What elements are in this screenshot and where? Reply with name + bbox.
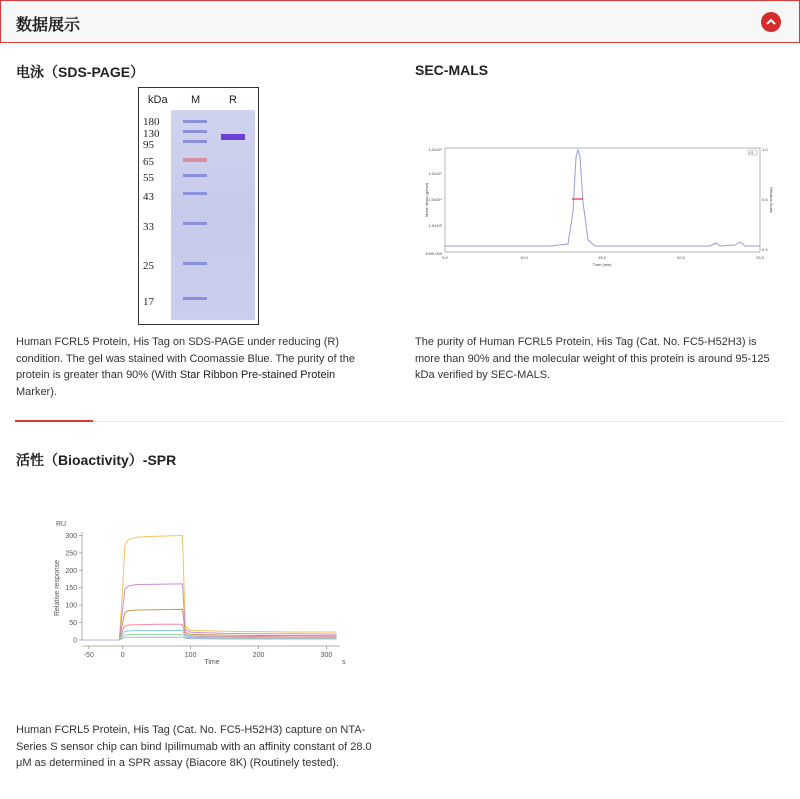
y-tick-label: 300 (65, 532, 77, 540)
gel-marker-label: 65 (143, 156, 154, 168)
y-tick-label: 100 (65, 602, 77, 610)
marker-band (183, 158, 207, 162)
right-axis-label: Relative Scale (769, 187, 774, 213)
gel-marker-label: 180 (143, 116, 160, 128)
y-tick-label: 0 (73, 637, 77, 645)
gel-marker-label: 43 (143, 191, 154, 203)
x-tick-label: -50 (83, 652, 94, 659)
left-tick: 1000.000 (425, 251, 442, 256)
gel-marker-label: 25 (143, 260, 154, 272)
x-tick: 10.0 (520, 255, 528, 260)
marker-band (183, 297, 207, 300)
section-title: 数据展示 (16, 17, 81, 34)
x-tick: 20.0 (677, 255, 685, 260)
section-divider (93, 421, 785, 422)
sec-mals-chart (420, 142, 774, 268)
x-tick: 25.0 (756, 255, 764, 260)
marker-band (183, 120, 207, 123)
x-tick: 5.0 (442, 255, 448, 260)
right-tick: 0.5 (762, 197, 768, 202)
section-header (0, 0, 800, 43)
sds-page-gel-image (138, 87, 259, 325)
gel-marker-label: 130 (143, 128, 160, 140)
right-tick: 0.0 (762, 247, 768, 252)
gel-lane-r: R (229, 94, 237, 106)
marker-band (183, 262, 207, 265)
legend-label: LS (749, 151, 754, 155)
x-tick-label: 0 (120, 652, 125, 659)
left-tick: 1.0x10³ (428, 223, 442, 228)
sec-mals-caption: The purity of Human FCRL5 Protein, His Tag (Cat. No. FC5-H52H3) is more than 90% and the molecular weight of this protein is around 95-125 kDa verified by SEC-MALS. (415, 336, 770, 381)
marker-band (183, 174, 207, 177)
gel-marker-label: 17 (143, 296, 154, 308)
x-axis-label: Time (min) (592, 262, 612, 267)
gel-lanes (171, 110, 255, 320)
right-tick: 1.0 (762, 147, 768, 152)
section-divider-accent (15, 420, 93, 422)
left-tick: 1.0x10⁵ (428, 171, 442, 176)
left-axis-label: Molar Mass (g/mol) (424, 182, 429, 218)
x-axis-label: Time (204, 659, 220, 666)
sds-page-caption (16, 334, 371, 400)
marker-band (183, 140, 207, 143)
y-axis-label: Relative response (54, 559, 61, 617)
spr-title: 活性（Bioactivity）-SPR (16, 452, 177, 468)
x-tick-label: 300 (320, 652, 333, 659)
sds-page-caption-end: Marker). (16, 385, 57, 398)
left-tick: 1.0x10⁶ (428, 147, 442, 152)
marker-band (183, 222, 207, 225)
x-tick-label: 200 (252, 652, 265, 659)
y-tick-label: 50 (69, 620, 77, 628)
x-tick: 15.0 (598, 255, 606, 260)
gel-marker-label: 33 (143, 221, 154, 233)
sds-page-caption-text: Human FCRL5 Protein, His Tag on SDS-PAGE under reducing (R) condition. The gel was stained with Coomassie Blue. The purity of the protein is greater than 90% (With (16, 336, 355, 381)
y-tick-label: 250 (65, 550, 77, 558)
x-tick-label: 100 (184, 652, 197, 659)
gel-unit-label: kDa (148, 94, 168, 106)
x-unit-label: s (342, 659, 346, 666)
marker-product-link[interactable]: Star Ribbon Pre-stained Protein (179, 369, 336, 381)
sensorgram-series-1 (82, 536, 337, 641)
sec-mals-title: SEC-MALS (415, 62, 489, 78)
left-tick: 1.0x10⁴ (428, 197, 442, 202)
y-unit-label: RU (56, 521, 67, 528)
gel-marker-label: 55 (143, 172, 154, 184)
gel-marker-label: 95 (143, 139, 154, 151)
gel-lane-m: M (191, 94, 201, 106)
y-tick-label: 150 (65, 585, 77, 593)
spr-caption: Human FCRL5 Protein, His Tag (Cat. No. FC5-H52H3) capture on NTA-Series S sensor chip can bind Ipilimumab with an affinity constant of 28.0 μM as determined in a SPR assay (Biacore 8K) (Routinely tested). (16, 724, 372, 769)
y-tick-label: 200 (65, 567, 77, 575)
collapse-button[interactable] (761, 12, 781, 32)
marker-band (183, 192, 207, 195)
chevron-up-icon (765, 16, 777, 28)
sample-band (221, 134, 245, 140)
marker-band (183, 130, 207, 133)
sds-page-title: 电泳（SDS-PAGE） (16, 64, 145, 80)
spr-chart (50, 518, 350, 668)
